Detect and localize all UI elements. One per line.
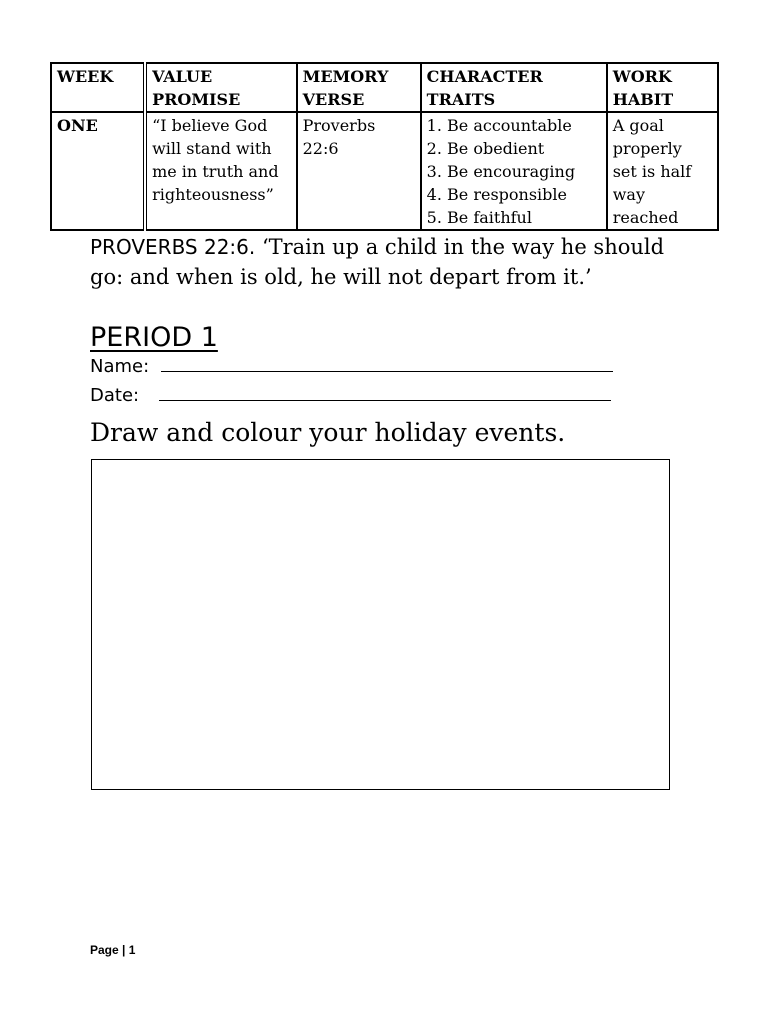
table-row <box>51 112 718 230</box>
weekly-schedule-table <box>50 62 719 231</box>
verse-reference: PROVERBS 22:6. <box>90 235 256 259</box>
header-value-promise: VALUE PROMISE <box>145 63 297 112</box>
header-character-traits: CHARACTER TRAITS <box>421 63 607 112</box>
name-writing-line[interactable] <box>161 370 613 372</box>
name-field[interactable] <box>90 356 613 377</box>
header-week: WEEK <box>51 63 145 112</box>
drawing-instruction: Draw and colour your holiday events. <box>90 418 566 447</box>
date-writing-line[interactable] <box>159 399 611 401</box>
date-label: Date: <box>90 385 140 406</box>
cell-value-promise: “I believe God will stand with me in truth and righteousness” <box>145 112 297 230</box>
table-header-row <box>51 63 718 112</box>
page-number: Page | 1 <box>90 943 136 957</box>
cell-week: ONE <box>51 112 145 230</box>
period-title: PERIOD 1 <box>90 322 218 353</box>
date-field[interactable] <box>90 385 611 406</box>
cell-character-traits: 1. Be accountable 2. Be obedient 3. Be encouraging 4. Be responsible 5. Be faithful <box>421 112 607 230</box>
verse-text: ‘Train up a child in the way he should go: and when is old, he will not depart from it.’ <box>90 235 665 289</box>
cell-memory-verse: Proverbs 22:6 <box>297 112 421 230</box>
cell-work-habit: A goal properly set is half way reached <box>607 112 718 230</box>
header-memory-verse: MEMORY VERSE <box>297 63 421 112</box>
name-label: Name: <box>90 356 150 377</box>
header-work-habit: WORK HABIT <box>607 63 718 112</box>
drawing-area[interactable] <box>91 459 670 790</box>
bible-verse <box>90 232 670 292</box>
